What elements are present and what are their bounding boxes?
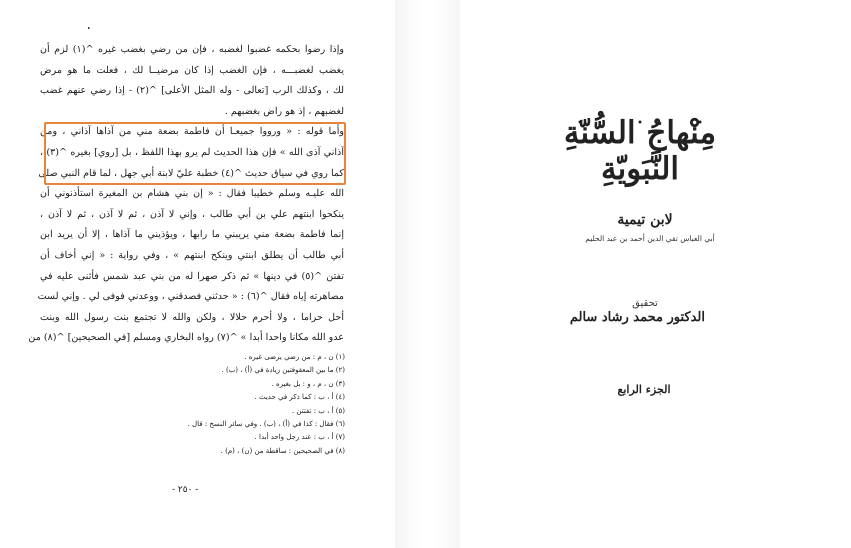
text-line: ينكحوا ابنتهم علي بن أبي طالب ، وإني لا آذن ، ثم لا آذن ، ثم لا آذن ، [40, 208, 344, 220]
footnote: (٤) أ ، ب : كما ذكر في حديث . [254, 393, 345, 402]
editor-name: الدكتور محمد رشاد سالم [569, 310, 705, 325]
highlight-box [44, 122, 346, 185]
author-name: لابن تيمية [617, 212, 673, 228]
footnote: (٣) ن ، م ، و : بل بغيره . [271, 379, 345, 388]
body-text [28, 40, 345, 349]
footnote: (٧) أ ، ب : عند رجل واحد أبدا . [254, 433, 345, 442]
text-line: آذاني آذى الله » فإن هذا الحديث لم يرو بهذا اللفظ ، بل [روي] بغيره ^(٣) ، [40, 146, 344, 158]
text-line: الله عليـه وسلم خطيبا فقال : « إن بني هشام بن المغيرة استأذنوني أن [40, 188, 344, 200]
author-full-name: أبي العباس تقي الدين أحمد بن عبد الحليم [585, 234, 715, 243]
edited-by-label: تحقيق [632, 298, 658, 309]
text-line: إنما فاطمة بضعة مني يريبني ما رابها ، ويؤذيني ما آذاها ، إلا أن يريد ابن [40, 229, 344, 241]
footnote: (٦) فقال : كذا في (أ) ، (ب) . وفي سائر النسخ : قال . [187, 420, 345, 429]
footnote: (٥) أ ، ب : تفتتن . [291, 406, 345, 415]
footnote: (٨) في الصحيحين : ساقطة من (ن) ، (م) . [220, 446, 345, 455]
text-line: وأما قوله : « ورووا جميعـا أن فاطمة بضعة مني من آذاها آذاني ، ومن [40, 126, 344, 138]
volume-label: الجزء الرابع [617, 383, 671, 396]
text-line: يغضب لغضبـــه ، فإن الغضب إذا كان مرضيــا لك ، فعلت ما هو مرض [40, 64, 344, 76]
text-line: لك ، وكذلك الرب [تعالى - وله المثل الأعلى] ^(٢) - إذا رضي عنهم غضب [40, 85, 344, 97]
text-line: أحل حراما ، ولا أحرم حلالا ، ولكن والله لا تجتمع بنت رسول الله وبنت [40, 311, 344, 323]
text-line: تفتن ^(٥) في دينها » ثم ذكر صهرا له من بني عبد شمس فأثنى عليه في [40, 270, 345, 282]
text-line: أبي طالب أن يطلق ابنتي وينكح ابنتهم » ، وفي رواية : « إني أخاف أن [40, 249, 344, 261]
footnote: (١) ن ، م : من رضي يرضى غيره . [244, 353, 345, 361]
text-line: مصاهرته إياه فقال ^(٦) : « حدثني فصدقني ، ووعدني فوفى لي . وإني لست [37, 291, 344, 303]
text-line: عدو الله مكانا واحدا أبدا » ^(٧) رواه البخاري ومسلم [في الصحيحين] ^(٨) من [28, 332, 344, 344]
top-mark: ٠ [85, 20, 93, 36]
right-page [460, 0, 851, 548]
book-title: مِنْهاجُ السُّنّةِ النَّبَويّةِ [563, 115, 717, 187]
book-gutter [395, 0, 460, 548]
footnotes [140, 351, 345, 458]
footnote: (٢) ما بين المعقوفتين زيادة في (أ) ، (ب) . [221, 366, 345, 375]
left-page [0, 0, 395, 548]
text-line: وإذا رضوا بحكمه غضبوا لغضبه ، فإن من رضي بغضب غيره ^(١) لزم أن [40, 44, 344, 55]
page-number: - ٢٥٠ - [172, 485, 199, 495]
text-line: كما روي في سياق حديث ^(٤) خطبة عليّ لابنة أبي جهل ، لما قام النبي صلى [38, 167, 344, 179]
text-line: لغضبهم ، إذ هو راض بغضبهم . [224, 105, 344, 117]
